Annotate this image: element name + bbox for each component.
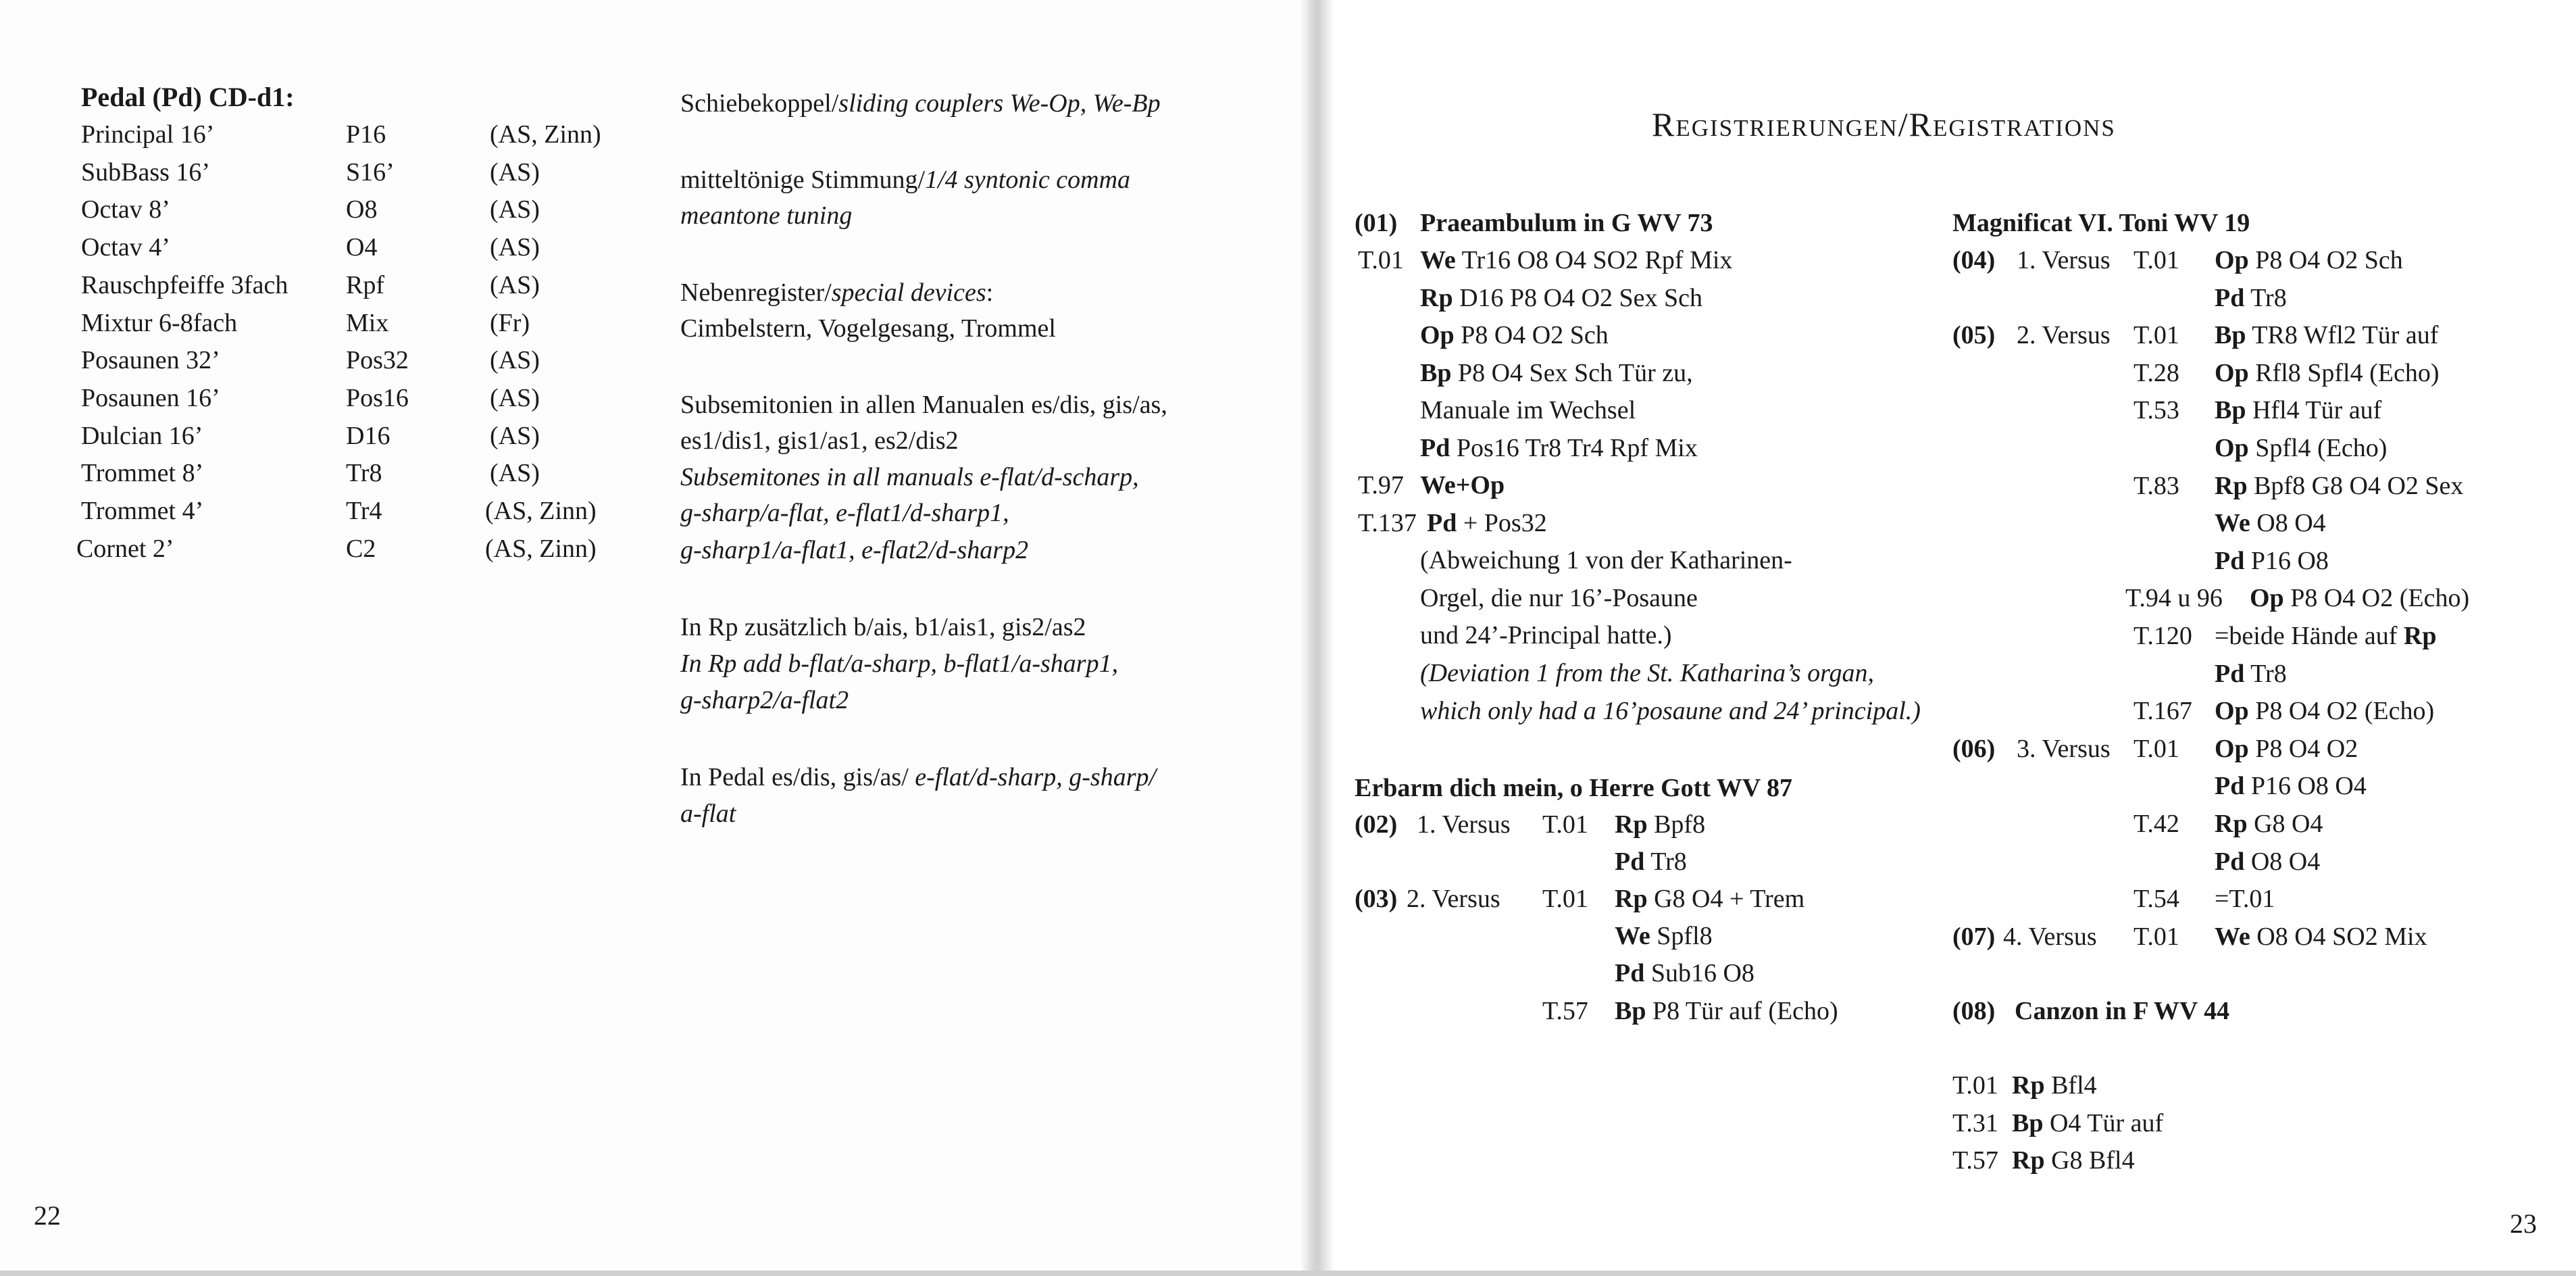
manual-label: Pd [2215, 772, 2245, 801]
stops: G8 O4 + Trem [1654, 885, 1805, 913]
stop-abbr: S16’ [346, 157, 395, 187]
registration-line [2215, 770, 2367, 802]
registration-line [1427, 508, 1547, 539]
stop-name: Mixtur 6-8fach [81, 308, 238, 337]
stop-name: Dulcian 16’ [81, 421, 203, 450]
piece-03-versus: 2. Versus [1407, 885, 1500, 913]
stop-list: TR8 Wfl2 Tür auf [2246, 321, 2439, 350]
tuning-note [680, 164, 1130, 196]
piece-number: (05) [1952, 321, 1996, 350]
stop-list: O8 O4 [2244, 847, 2321, 876]
page-number-left: 22 [34, 1200, 61, 1231]
stop-list: Bfl4 [2044, 1071, 2097, 1100]
manual-bp: Bp [1615, 997, 1646, 1025]
stops: Tr8 [1650, 848, 1687, 876]
registration-line [1420, 470, 1505, 501]
manual-label: Bp [2012, 1108, 2044, 1137]
manual-label: Bp [1420, 358, 1452, 387]
rp-note-en-1: In Rp add b-flat/a-sharp, b-flat1/a-sharp1, [680, 649, 1119, 678]
pedal-note-de: In Pedal es/dis, gis/as/ [680, 763, 915, 791]
subsemitones-de-2: es1/dis1, gis1/as1, es2/dis2 [680, 426, 959, 455]
page-heading: Registrierungen/Registrations [1652, 105, 2116, 143]
registration-line [2215, 320, 2438, 351]
manual-label: Rp [2397, 622, 2437, 650]
stop-source: (AS) [490, 157, 540, 187]
piece-02-reg-1 [1615, 809, 1705, 841]
manual-label: Op [2215, 734, 2249, 763]
stop-name: Posaunen 32’ [81, 346, 220, 375]
piece-number: (07) [1952, 922, 1996, 951]
measure-label: T.01 [2133, 734, 2179, 763]
stop-source: (AS) [490, 233, 540, 262]
registration-line [2215, 620, 2437, 652]
stop-list: G8 Bfl4 [2044, 1146, 2135, 1175]
stop-source: (AS, Zinn) [485, 534, 597, 563]
stop-list: =beide Hände auf [2215, 622, 2398, 650]
stop-name: Trommet 8’ [81, 459, 204, 488]
rp-note-de: In Rp zusätzlich b/ais, b1/ais1, gis2/as2 [680, 613, 1086, 641]
couplers-note [680, 88, 1161, 120]
stop-name: SubBass 16’ [81, 157, 211, 187]
manual-label: Rp [2215, 471, 2248, 500]
subsemitones-en-3: g-sharp1/a-flat1, e-flat2/d-sharp2 [680, 536, 1029, 564]
manual-label: We [2215, 922, 2250, 951]
stop-list: P8 O4 O2 (Echo) [2283, 584, 2470, 613]
manual-we: We [1615, 922, 1650, 950]
registration-line [1420, 283, 1702, 314]
stop-list: Tr8 [2244, 659, 2287, 688]
stop-name: Posaunen 16’ [81, 383, 220, 412]
stop-list: O8 O4 SO2 Mix [2250, 922, 2427, 951]
registration-line [1420, 358, 1693, 389]
manual-rp: Rp [1615, 810, 1648, 839]
registration-line [1420, 245, 1732, 276]
stop-source: (AS) [490, 383, 540, 412]
measure-label: T.83 [2133, 471, 2179, 500]
manual-label: Op [2215, 697, 2249, 726]
stop-list: P8 O4 O2 Sch [1454, 321, 1609, 349]
manual-pd: Pd [1615, 848, 1645, 876]
versus-label: 4. Versus [2003, 922, 2097, 951]
versus-label: 3. Versus [2017, 734, 2111, 763]
stop-abbr: Tr4 [346, 497, 382, 525]
manual-label: We+Op [1420, 471, 1505, 499]
stop-name: Cornet 2’ [76, 534, 174, 563]
piece-03-reg-2 [1615, 921, 1713, 952]
registration-line [2215, 883, 2275, 915]
stop-source: (AS, Zinn) [490, 120, 601, 149]
piece-number: (06) [1952, 734, 1996, 763]
measure-label: T.57 [1952, 1146, 1998, 1175]
measure-label: T.01 [1358, 246, 1404, 274]
manual-label: Pd [1427, 508, 1457, 537]
stop-list: G8 O4 [2247, 810, 2323, 838]
pedal-heading: Pedal (Pd) CD-d1: [81, 82, 295, 112]
manual-label: We [1420, 246, 1456, 274]
erbarm-title: Erbarm dich mein, o Herre Gott WV 87 [1355, 774, 1793, 802]
stop-abbr: Rpf [346, 270, 384, 299]
stop-abbr: O8 [346, 195, 378, 224]
stop-list: Rfl8 Spfl4 (Echo) [2248, 358, 2440, 387]
piece-03-reg-3 [1615, 958, 1754, 989]
devices-colon: : [986, 278, 994, 307]
stop-list: P8 O4 O2 (Echo) [2248, 697, 2435, 726]
registration-line [2215, 283, 2287, 314]
stop-list: Manuale im Wechsel [1420, 396, 1636, 424]
registration-line [1420, 320, 1609, 351]
piece-03-measure: T.01 [1542, 885, 1588, 913]
manual-label: Op [1420, 321, 1455, 349]
couplers-de: Schiebekoppel/ [680, 89, 839, 118]
registration-line [2012, 1070, 2097, 1102]
stop-abbr: Pos32 [346, 346, 409, 375]
manual-label: Pd [2215, 283, 2245, 312]
measure-label: T.137 [1358, 508, 1417, 537]
piece-01-note-de-3: und 24’-Principal hatte.) [1420, 621, 1672, 649]
manual-label: Rp [1420, 283, 1453, 312]
manual-label: Bp [2215, 396, 2246, 425]
stop-source: (AS) [490, 421, 540, 450]
measure-label: T.97 [1358, 471, 1404, 499]
registration-line [1420, 395, 1636, 426]
stops: P8 Tür auf (Echo) [1652, 997, 1838, 1025]
registration-line [2215, 733, 2358, 765]
piece-01-note-en-2: which only had a 16’posaune and 24’ principal.) [1420, 697, 1921, 725]
measure-label: T.01 [2133, 922, 2179, 951]
pedal-note-en-2: a-flat [680, 800, 736, 828]
measure-label: T.94 u 96 [2125, 584, 2223, 613]
registration-line [2215, 808, 2323, 840]
manual-label: Pd [2215, 546, 2245, 575]
piece-01-number: (01) [1355, 209, 1398, 237]
registration-line [2215, 433, 2387, 464]
registration-line [2215, 470, 2463, 502]
stop-source: (Fr) [490, 308, 530, 337]
manual-label: Op [2215, 358, 2249, 387]
stop-abbr: Tr8 [346, 459, 382, 488]
stop-abbr: Pos16 [346, 383, 409, 412]
tuning-de: mitteltönige Stimmung/ [680, 166, 926, 194]
stops: Sub16 O8 [1650, 959, 1754, 987]
stop-list: =T.01 [2215, 885, 2275, 914]
stop-abbr: O4 [346, 233, 378, 262]
subsemitones-en-2: g-sharp/a-flat, e-flat1/d-sharp1, [680, 499, 1009, 527]
registration-line [2012, 1108, 2163, 1139]
registration-line [1420, 433, 1698, 464]
piece-number: (04) [1952, 246, 1996, 274]
piece-01-note-en-1: (Deviation 1 from the St. Katharina’s organ, [1420, 659, 1875, 687]
stop-abbr: C2 [346, 534, 376, 563]
stop-list: Tr8 [2244, 283, 2287, 312]
couplers-en: sliding couplers We-Op, We-Bp [838, 89, 1161, 118]
stop-abbr: P16 [346, 120, 386, 149]
registration-line [2250, 583, 2469, 614]
piece-01-note-de-1: (Abweichung 1 von der Katharinen- [1420, 546, 1792, 574]
tuning-en-1: 1/4 syntonic comma [925, 166, 1131, 194]
measure-label: T.167 [2133, 697, 2192, 726]
measure-label: T.31 [1952, 1108, 1998, 1137]
stop-list: P8 O4 O2 [2248, 734, 2358, 763]
manual-label: Bp [2215, 321, 2246, 350]
manual-label: Op [2215, 246, 2249, 274]
book-gutter [1300, 0, 1334, 1276]
registration-line [2215, 245, 2403, 276]
stop-list: O8 O4 [2250, 509, 2326, 538]
measure-label: T.54 [2133, 885, 2179, 914]
tuning-en-2: meantone tuning [680, 201, 853, 230]
stop-list: D16 P8 O4 O2 Sex Sch [1453, 283, 1703, 312]
stops: Bpf8 [1654, 810, 1706, 839]
piece-02-number: (02) [1355, 810, 1398, 839]
subsemitones-en-1: Subsemitones in all manuals e-flat/d-scharp, [680, 463, 1139, 491]
measure-label: T.01 [2133, 321, 2179, 350]
registration-line [2215, 545, 2329, 577]
magnificat-title: Magnificat VI. Toni WV 19 [1952, 209, 2250, 237]
piece-01-note-de-2: Orgel, die nur 16’-Posaune [1420, 584, 1698, 612]
stop-list: Tr16 O8 O4 SO2 Rpf Mix [1455, 246, 1733, 274]
stop-list: Bpf8 G8 O4 O2 Sex [2247, 471, 2464, 500]
stop-list: Spfl4 (Echo) [2248, 434, 2388, 462]
piece-02-versus: 1. Versus [1417, 810, 1511, 839]
pedal-note-en-1: e-flat/d-sharp, g-sharp/ [915, 763, 1157, 791]
manual-label: Op [2215, 434, 2249, 462]
versus-label: 1. Versus [2017, 246, 2111, 274]
registration-line [2012, 1145, 2135, 1177]
devices-en: special devices [831, 278, 986, 307]
manual-label: Rp [2012, 1146, 2045, 1175]
measure-label: T.01 [1952, 1071, 1998, 1100]
manual-label: Pd [1420, 433, 1450, 462]
piece-03-number: (03) [1355, 885, 1398, 913]
stop-list: + Pos32 [1457, 508, 1547, 537]
page-bottom-edge [0, 1271, 2576, 1276]
stop-list: P16 O8 [2244, 546, 2329, 575]
stop-list: P8 O4 Sex Sch Tür zu, [1451, 358, 1693, 387]
manual-label: Rp [2215, 810, 2248, 838]
stop-source: (AS) [490, 459, 540, 488]
stop-list: Hfl4 Tür auf [2246, 396, 2382, 425]
stop-list: P8 O4 O2 Sch [2248, 246, 2403, 274]
registration-line [2215, 921, 2427, 953]
stop-abbr: Mix [346, 308, 389, 337]
manual-label: Pd [2215, 659, 2245, 688]
stop-list: Pos16 Tr8 Tr4 Rpf Mix [1450, 433, 1698, 462]
stops: Spfl8 [1657, 922, 1713, 950]
stop-name: Octav 4’ [81, 233, 170, 262]
stop-abbr: D16 [346, 421, 390, 450]
registration-line [2215, 695, 2434, 727]
manual-label: We [2215, 509, 2250, 538]
piece-03-reg-4 [1615, 996, 1838, 1027]
devices-list: Cimbelstern, Vogelgesang, Trommel [680, 314, 1056, 343]
measure-label: T.53 [2133, 396, 2179, 425]
stop-source: (AS) [490, 270, 540, 299]
stop-source: (AS, Zinn) [485, 497, 597, 525]
stop-name: Principal 16’ [81, 120, 215, 149]
piece-01-title: Praeambulum in G WV 73 [1420, 209, 1713, 237]
manual-rp: Rp [1615, 885, 1648, 913]
manual-pd: Pd [1615, 959, 1645, 987]
stop-name: Trommet 4’ [81, 497, 204, 525]
page-number-right: 23 [2510, 1208, 2537, 1239]
measure-label: T.01 [2133, 246, 2179, 274]
rp-note-en-2: g-sharp2/a-flat2 [680, 686, 849, 714]
stop-name: Rauschpfeiffe 3fach [81, 270, 288, 299]
registration-line [2215, 658, 2287, 690]
stop-source: (AS) [490, 195, 540, 224]
piece-02-reg-2 [1615, 846, 1687, 878]
registration-line [2215, 395, 2381, 426]
manual-label: Rp [2012, 1071, 2045, 1100]
stop-name: Octav 8’ [81, 195, 170, 224]
piece-08-number: (08) [1952, 997, 1996, 1025]
stop-list: O4 Tür auf [2043, 1108, 2164, 1137]
subsemitones-de-1: Subsemitonien in allen Manualen es/dis, gis/as, [680, 391, 1167, 419]
piece-08-title: Canzon in F WV 44 [2015, 997, 2230, 1025]
measure-label: T.28 [2133, 358, 2179, 387]
stop-list: P16 O8 O4 [2244, 772, 2367, 801]
pedal-note [680, 762, 1156, 793]
devices-de: Nebenregister/ [680, 278, 832, 307]
registration-line [2215, 846, 2320, 878]
measure-label: T.120 [2133, 622, 2192, 650]
piece-03-reg-1 [1615, 883, 1804, 915]
piece-02-measure: T.01 [1542, 810, 1588, 839]
registration-line [2215, 508, 2326, 539]
devices-note [680, 277, 993, 309]
manual-label: Pd [2215, 847, 2245, 876]
registration-line [2215, 358, 2440, 389]
stop-source: (AS) [490, 346, 540, 375]
versus-label: 2. Versus [2017, 321, 2111, 350]
manual-label: Op [2250, 584, 2284, 613]
measure-label: T.42 [2133, 810, 2179, 838]
piece-03-measure-2: T.57 [1542, 997, 1588, 1025]
